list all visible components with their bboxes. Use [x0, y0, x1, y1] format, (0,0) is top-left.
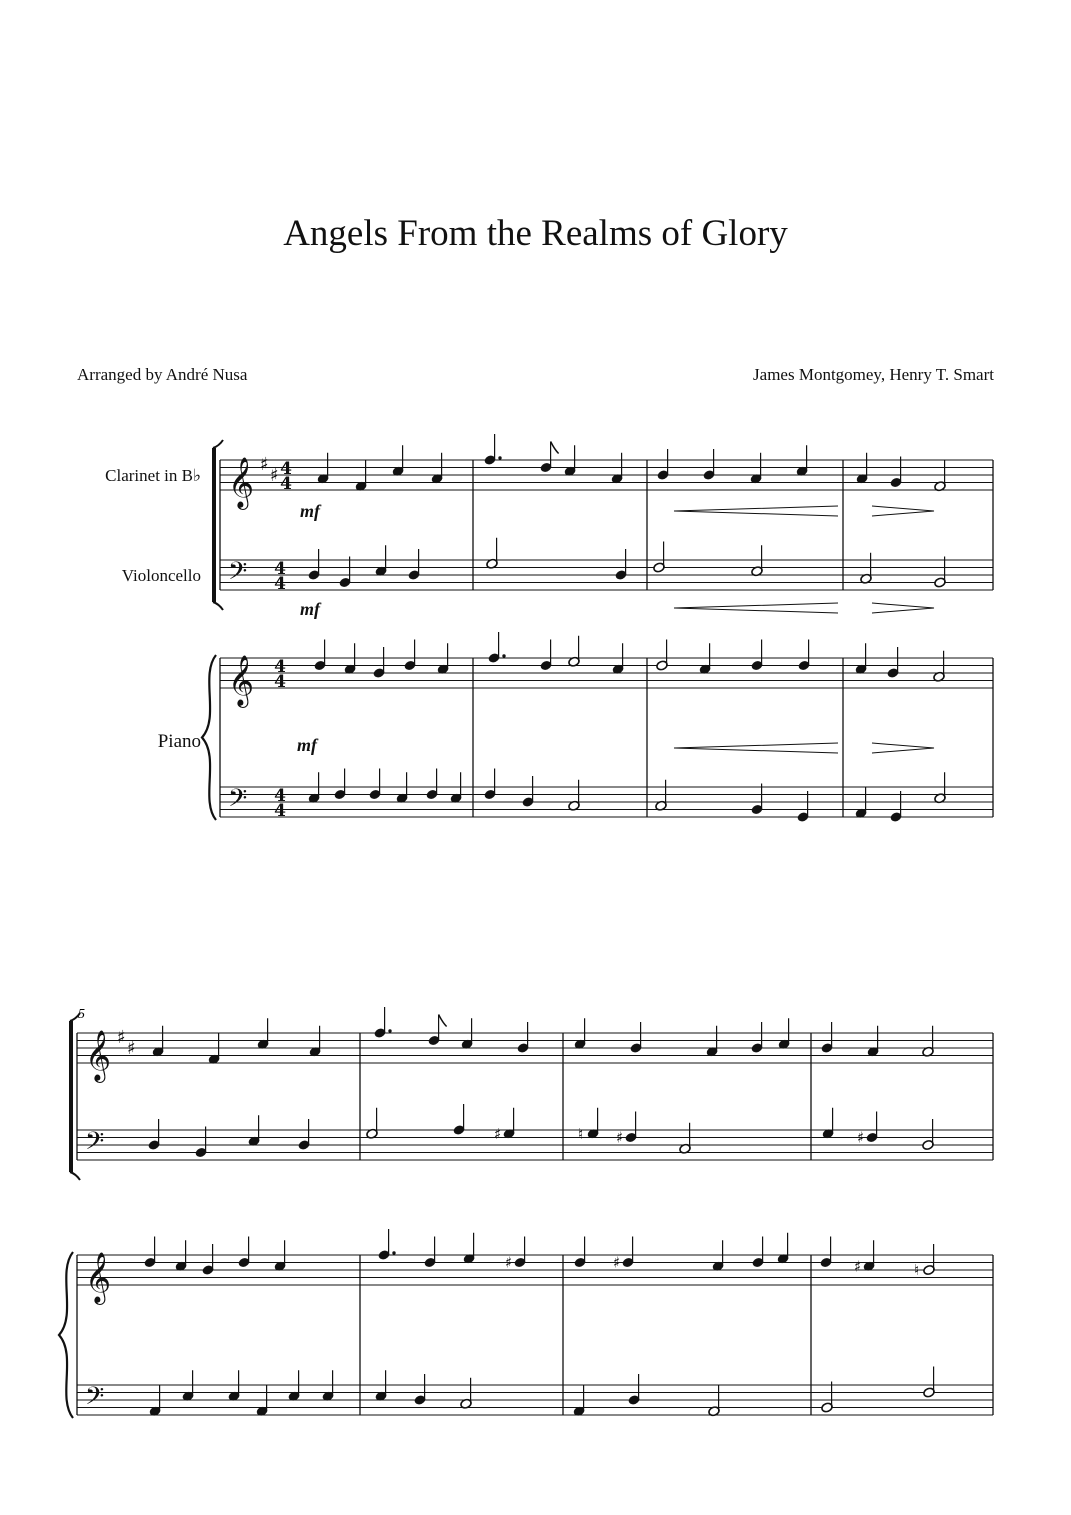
note — [712, 1240, 725, 1272]
time-signature-bottom: 4 — [274, 672, 286, 692]
time-signatures — [274, 459, 292, 821]
clarinet-label: Clarinet in B♭ — [105, 466, 201, 485]
note — [611, 453, 624, 485]
time-signature-bottom: 4 — [280, 474, 292, 494]
note — [568, 636, 581, 668]
note — [855, 787, 868, 819]
bass-clef-icon: 𝄢 — [85, 1127, 105, 1162]
piano-brace — [59, 1252, 73, 1418]
note — [655, 780, 668, 812]
dynamics — [297, 501, 322, 755]
diminuendo-hairpin — [872, 603, 934, 613]
note — [248, 1115, 261, 1147]
note — [855, 643, 868, 675]
note — [867, 1026, 880, 1058]
note — [615, 549, 628, 581]
dynamic-mf: mf — [297, 735, 317, 755]
note — [630, 1022, 643, 1054]
note — [344, 643, 357, 675]
clefs — [85, 457, 254, 1417]
note — [656, 640, 669, 672]
note — [751, 784, 764, 816]
note — [408, 549, 421, 581]
note — [392, 445, 405, 477]
note — [396, 772, 409, 804]
flag — [551, 442, 559, 454]
note — [751, 1022, 764, 1054]
note — [375, 545, 388, 577]
note — [820, 1237, 833, 1269]
note — [484, 769, 497, 801]
hairpins — [674, 506, 934, 753]
diminuendo-hairpin — [872, 743, 934, 753]
note — [274, 1240, 287, 1272]
note — [317, 453, 330, 485]
note — [257, 1018, 270, 1050]
note — [616, 1112, 637, 1147]
bass-clef-icon: 𝄢 — [85, 1382, 105, 1417]
sharp-icon: ♯ — [494, 1124, 502, 1143]
note — [822, 1108, 835, 1140]
sharp-icon: ♯ — [260, 454, 269, 475]
note — [437, 643, 450, 675]
note — [182, 1370, 195, 1402]
arranger-credit: Arranged by André Nusa — [77, 365, 248, 384]
note — [890, 791, 903, 823]
natural-icon: ♮ — [578, 1124, 584, 1143]
note — [612, 643, 625, 675]
note — [461, 1018, 474, 1050]
note — [298, 1119, 311, 1151]
note — [922, 1026, 935, 1058]
score-title: Angels From the Realms of Glory — [283, 213, 788, 254]
sharp-icon: ♯ — [613, 1253, 621, 1272]
dot — [498, 456, 501, 459]
note — [424, 1237, 437, 1269]
crescendo-hairpin — [674, 743, 838, 753]
note — [369, 769, 382, 801]
treble-clef-icon: 𝄞 — [85, 1030, 112, 1081]
sharp-icon: ♯ — [505, 1253, 513, 1272]
note — [460, 1378, 473, 1410]
composer-credit: James Montgomey, Henry T. Smart — [753, 365, 994, 384]
note — [374, 1007, 392, 1039]
sharp-icon: ♯ — [270, 465, 279, 486]
time-signature-top: 4 — [280, 459, 292, 479]
note — [628, 1374, 641, 1406]
note — [574, 1237, 587, 1269]
note — [505, 1237, 526, 1272]
note — [308, 549, 321, 581]
note — [860, 553, 873, 585]
note — [750, 453, 763, 485]
note — [798, 640, 811, 672]
note — [148, 1119, 161, 1151]
note — [202, 1244, 215, 1276]
dynamic-mf: mf — [300, 599, 320, 619]
note — [778, 1018, 791, 1050]
natural-icon: ♮ — [914, 1261, 920, 1279]
cello-label: Violoncello — [121, 566, 201, 585]
note — [613, 1237, 634, 1272]
note — [751, 640, 764, 672]
note — [777, 1233, 790, 1265]
note — [486, 538, 499, 570]
clarinet-key-signature — [260, 454, 279, 486]
bass-clef-icon: 𝄢 — [228, 784, 248, 819]
diminuendo-hairpin — [872, 506, 934, 516]
note — [152, 1026, 165, 1058]
bracket-hook — [70, 1172, 80, 1180]
note — [934, 557, 947, 589]
treble-clef-icon: 𝄞 — [228, 655, 255, 706]
sharp-icon: ♯ — [127, 1038, 136, 1059]
note — [934, 460, 947, 492]
note — [314, 640, 327, 672]
note — [540, 442, 559, 474]
note — [933, 651, 946, 683]
note — [309, 1026, 322, 1058]
note — [322, 1370, 335, 1402]
time-signature-bottom: 4 — [274, 574, 286, 594]
note — [428, 1015, 447, 1047]
time-signature-bottom: 4 — [274, 801, 286, 821]
note — [752, 1237, 765, 1269]
piano-brace — [202, 655, 216, 820]
sharp-icon: ♯ — [854, 1257, 862, 1276]
sharp-icon: ♯ — [616, 1128, 624, 1147]
note — [890, 457, 903, 489]
note — [573, 1385, 586, 1417]
note — [373, 647, 386, 679]
note — [923, 1367, 936, 1399]
note — [751, 545, 764, 577]
note — [657, 449, 670, 481]
note — [564, 445, 577, 477]
bracket-hook — [213, 440, 223, 448]
note — [175, 1240, 188, 1272]
treble-clef-icon: 𝄞 — [85, 1252, 112, 1303]
note — [334, 769, 347, 801]
note — [488, 632, 506, 664]
note — [355, 460, 368, 492]
dot — [502, 654, 505, 657]
note — [821, 1022, 834, 1054]
note — [934, 772, 947, 804]
note — [522, 776, 535, 808]
note — [414, 1374, 427, 1406]
time-signature-top: 4 — [274, 559, 286, 579]
note — [574, 1018, 587, 1050]
note — [404, 640, 417, 672]
note — [431, 453, 444, 485]
time-signature-top: 4 — [274, 786, 286, 806]
note — [703, 449, 716, 481]
note — [195, 1127, 208, 1159]
note — [238, 1237, 251, 1269]
note — [922, 1119, 935, 1151]
note — [699, 643, 712, 675]
system-brackets — [59, 440, 223, 1418]
sharp-icon: ♯ — [857, 1128, 865, 1147]
note — [517, 1022, 530, 1054]
note — [450, 772, 463, 804]
clarinet-key-signature — [117, 1027, 136, 1059]
note — [228, 1370, 241, 1402]
note — [887, 647, 900, 679]
note — [463, 1233, 476, 1265]
note — [378, 1229, 396, 1261]
note — [914, 1244, 935, 1279]
note — [144, 1237, 157, 1269]
note — [149, 1385, 162, 1417]
note — [568, 780, 581, 812]
note — [821, 1382, 834, 1414]
crescendo-hairpin — [674, 603, 838, 613]
dot — [392, 1251, 395, 1254]
note — [857, 1112, 878, 1147]
note — [426, 769, 439, 801]
note — [256, 1385, 269, 1417]
treble-clef-icon: 𝄞 — [228, 457, 255, 508]
sharp-icon: ♯ — [117, 1027, 126, 1048]
crescendo-hairpin — [674, 506, 838, 516]
note — [453, 1104, 466, 1136]
note — [796, 445, 809, 477]
note — [339, 557, 352, 589]
bracket-hook — [213, 602, 223, 610]
notes — [144, 434, 947, 1417]
note — [540, 640, 553, 672]
note — [484, 434, 502, 466]
note — [797, 791, 810, 823]
note — [708, 1385, 721, 1417]
note — [208, 1033, 221, 1065]
flag — [439, 1015, 447, 1027]
dynamic-mf: mf — [300, 501, 320, 521]
note — [653, 542, 666, 574]
piano-label: Piano — [157, 731, 201, 752]
measure-number: 5 — [78, 1007, 85, 1022]
note — [679, 1123, 692, 1155]
bass-clef-icon: 𝄢 — [228, 557, 248, 592]
time-signature-top: 4 — [274, 657, 286, 677]
dot — [388, 1029, 391, 1032]
note — [856, 453, 869, 485]
note — [375, 1370, 388, 1402]
key-signatures — [117, 454, 279, 1059]
note — [706, 1026, 719, 1058]
note — [366, 1108, 379, 1140]
note — [308, 772, 321, 804]
note — [288, 1370, 301, 1402]
